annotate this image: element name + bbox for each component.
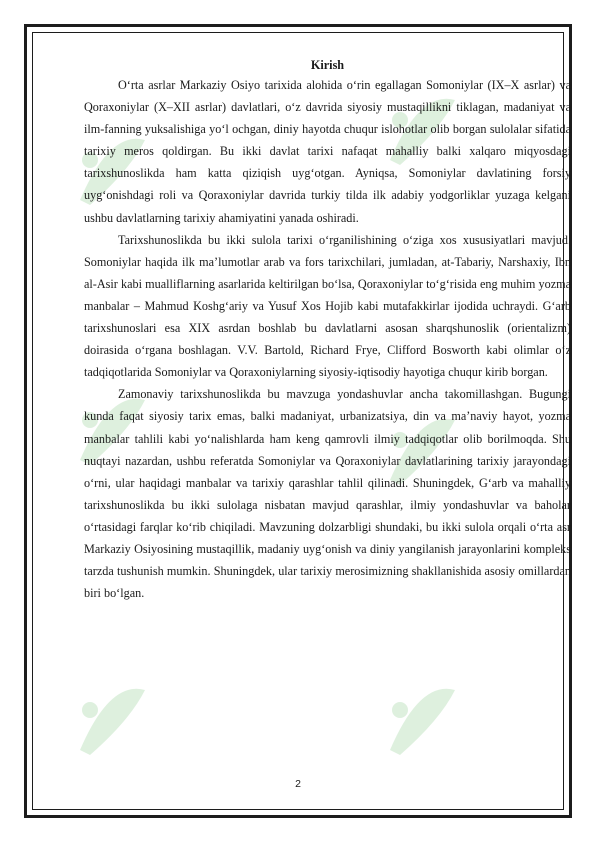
page-number: 2 xyxy=(295,778,301,790)
paragraph: O‘rta asrlar Markaziy Osiyo tarixida alohida o‘rin egallagan Somoniylar (IX–X asrlar) va Qoraxoniylar (X–XII asrlar) davlatlari, o‘z davrida siyosiy mustaqillikni tiklagan, madaniyat va ilm-fanning yuksalishiga yo‘l ochgan, diniy hayotda chuqur islohotlar olib borgan sulolalar sifatida tarixiy meros qoldirgan. Bu ikki davlat tarixi nafaqat mahalliy balki xalqaro miqyosdagi tarixshunoslikda ham katta qiziqish uyg‘otgan. Ayniqsa, Somoniylar davlatining forsiy uyg‘onishdagi roli va Qoraxoniylar davrida turkiy tilda ilk adabiy yodgorliklar yuzaga kelgani ushbu davlatlarning tarixiy ahamiyatini yanada oshiradi. xyxy=(84,78,571,225)
document-body xyxy=(84,56,571,604)
paragraph: Zamonaviy tarixshunoslikda bu mavzuga yondashuvlar ancha takomillashgan. Bugungi kunda faqat siyosiy tarix emas, balki madaniyat, urbanizatsiya, din va ma’naviy hayot, yozma manbalar tahlili kabi yo‘nalishlarda ham keng qamrovli ilmiy tadqiqotlar olib borilmoqda. Shu nuqtayi nazardan, ushbu referatda Somoniylar va Qoraxoniylar davlatlarining tarixiy jarayondagi o‘rni, ular haqidagi manbalar va tarixiy qarashlar tahlil qilinadi. Shuningdek, G‘arb va mahalliy tarixshunoslikda bu ikki sulolaga nisbatan mavjud qarashlar, ilmiy yondashuvlar va baholar o‘rtasidagi farqlar ko‘rib chiqiladi. Mavzuning dolzarbligi shundaki, bu ikki sulola orqali o‘rta asr Markaziy Osiyosining mustaqillik, madaniy uyg‘onish va diniy yangilanish jarayonlarini kompleks tarzda tushunish mumkin. Shuningdek, ular tarixiy merosimizning shakllanishida asosiy omillardan biri bo‘lgan. xyxy=(84,387,571,601)
watermark-logo-icon xyxy=(60,670,160,770)
paragraph: Tarixshunoslikda bu ikki sulola tarixi o‘rganilishining o‘ziga xos xususiyatlari mavjud. Somoniylar haqida ilk ma’lumotlar arab va fors tarixchilari, jumladan, at-Tabariy, Narshaxiy, Ibn al-Asir kabi mualliflarning asarlarida keltirilgan bo‘lsa, Qoraxoniylar to‘g‘risida eng muhim yozma manbalar – Mahmud Koshg‘ariy va Yusuf Xos Hojib kabi mutafakkirlar ijodida uchraydi. G‘arb tarixshunoslari esa XIX asrdan boshlab bu davlatlarni asosan sharqshunoslik (orientalizm) doirasida o‘rgana boshlagan. V.V. Bartold, Richard Frye, Clifford Bosworth kabi olimlar o‘z tadqiqotlarida Somoniylar va Qoraxoniylarning siyosiy-iqtisodiy hayotiga chuqur kirib borgan. xyxy=(84,232,571,380)
section-title: Kirish xyxy=(310,58,345,72)
watermark-logo-icon xyxy=(370,670,470,770)
